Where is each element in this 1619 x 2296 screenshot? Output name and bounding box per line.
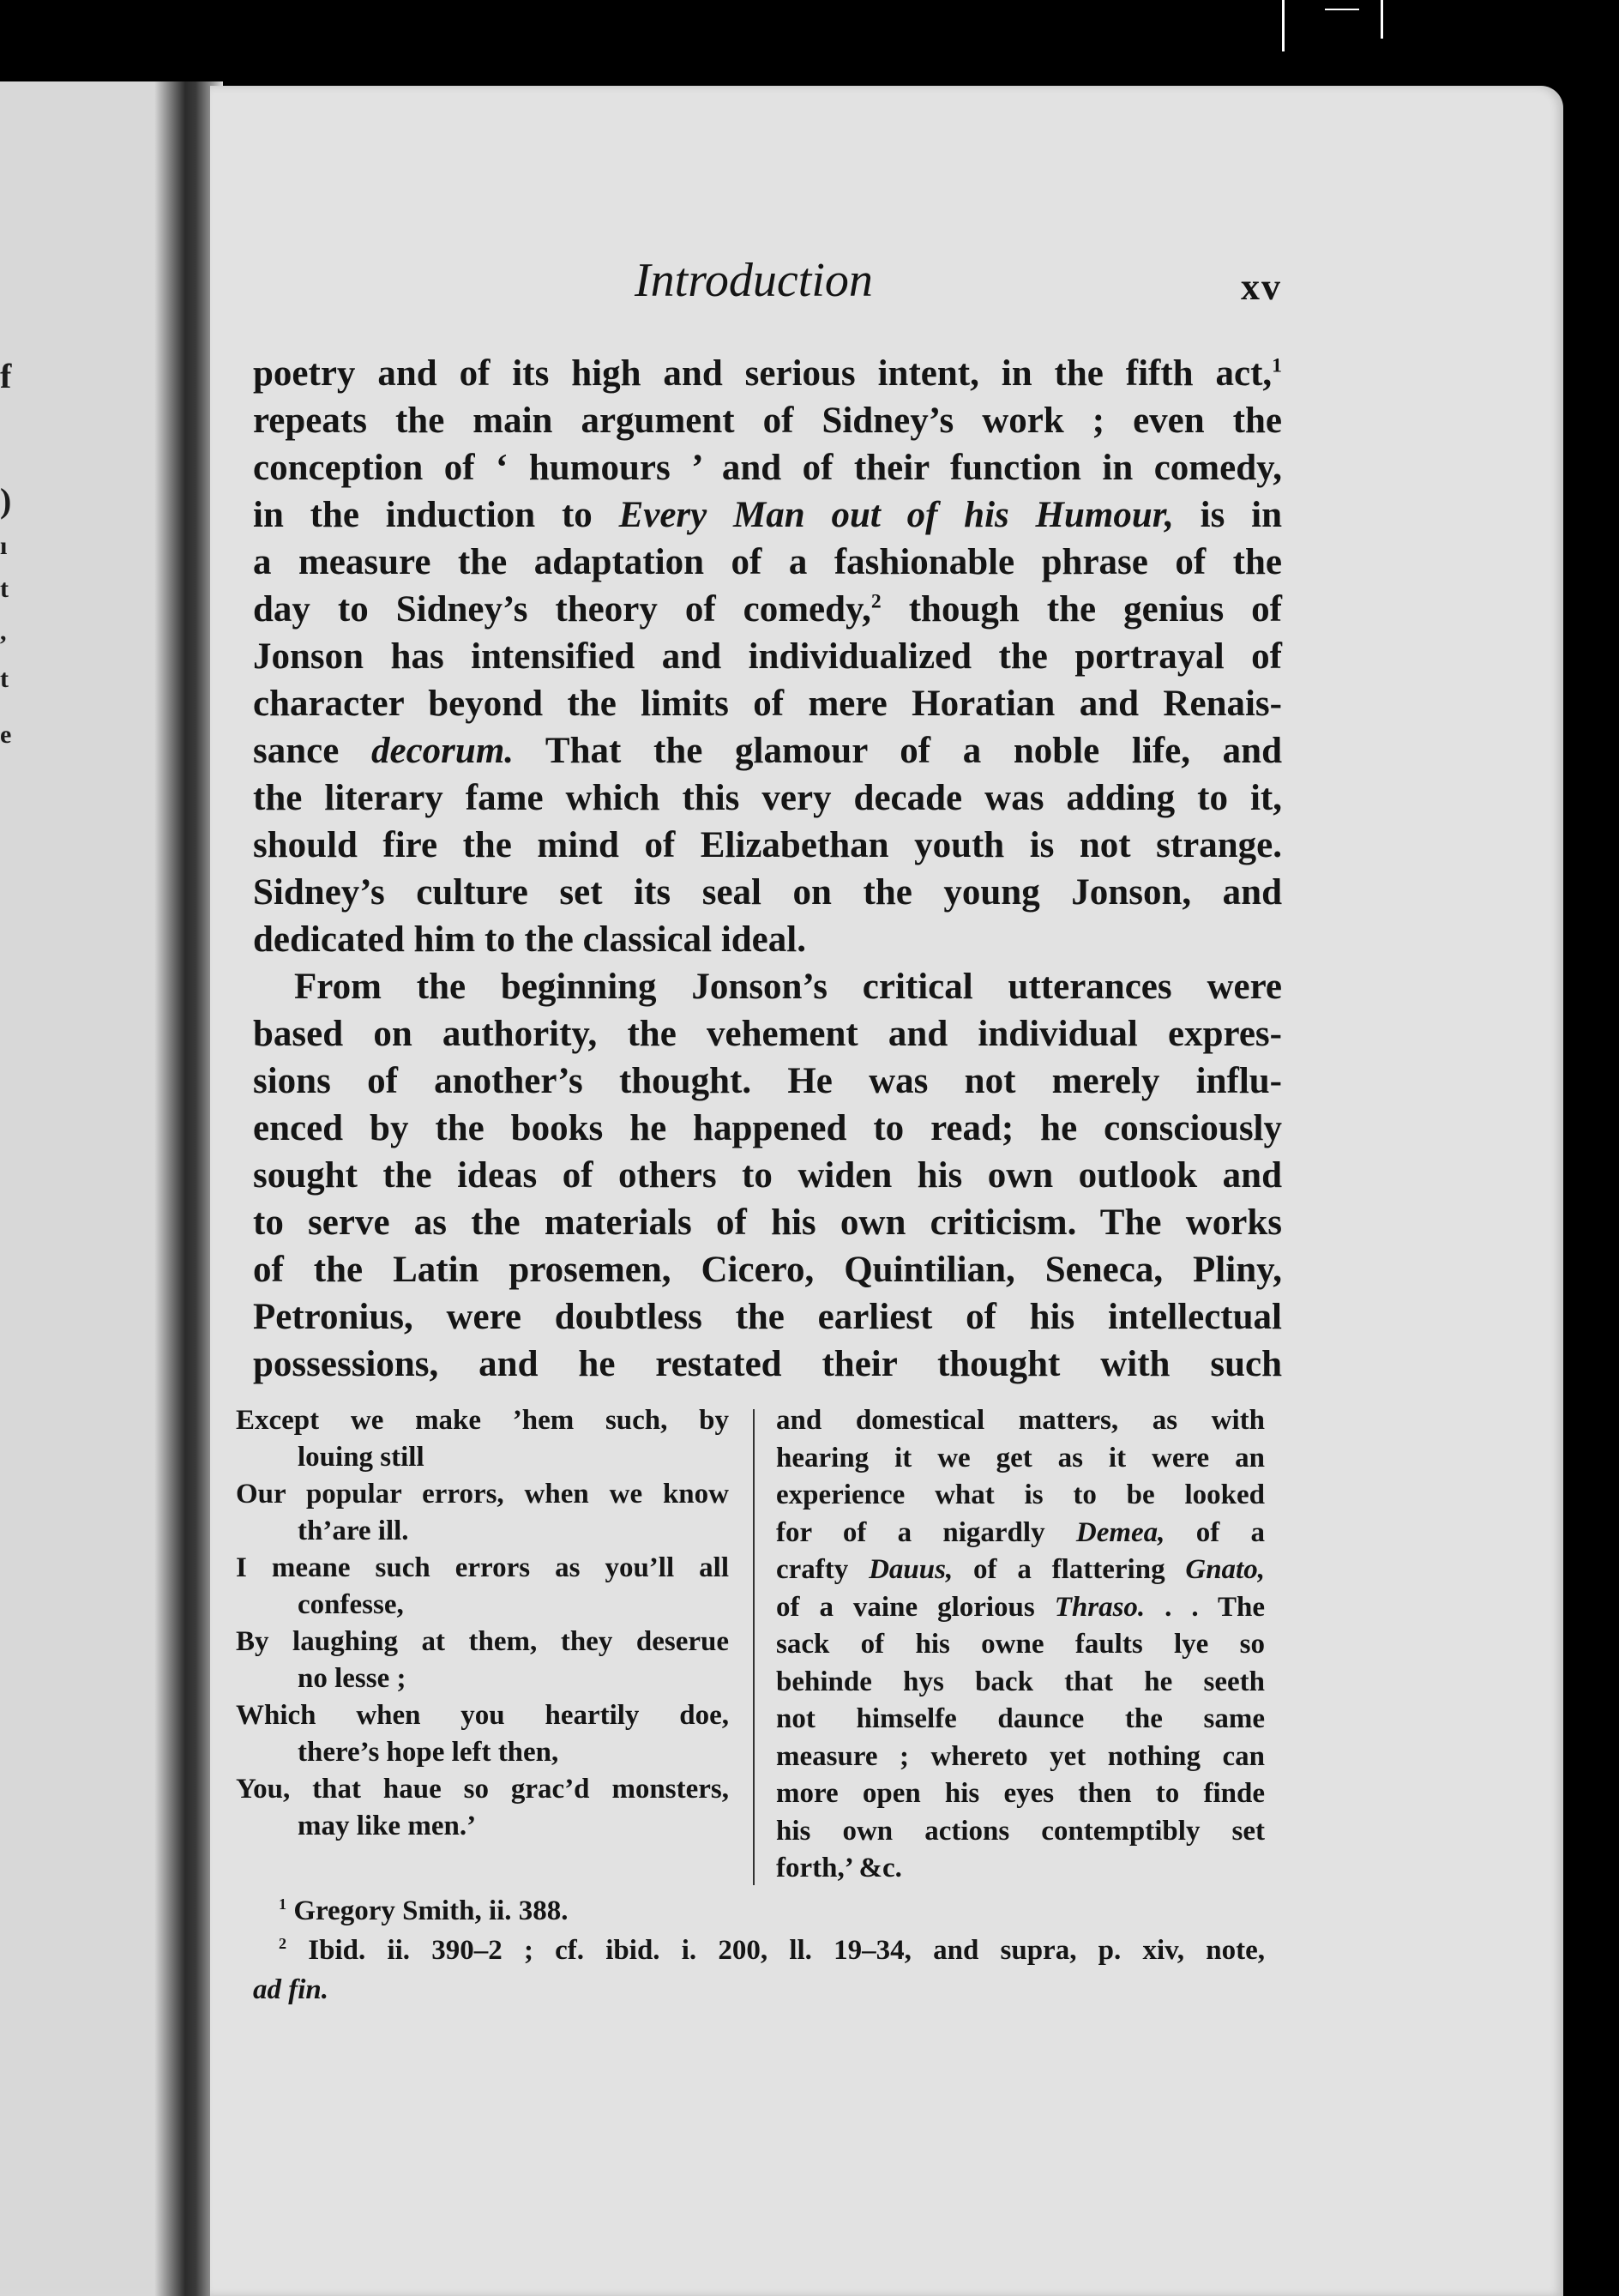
footnote-continuation: ad fin. (253, 1974, 329, 2005)
verse-line: By laughing at them, they deserue (236, 1626, 729, 1657)
left-page-fragment: t (0, 665, 9, 693)
italic-name: Demea, (1075, 1516, 1165, 1548)
verse-line: there’s hope left then, (298, 1737, 559, 1768)
text-line: of the Latin prosemen, Cicero, Quintilian, Seneca, Pliny, (253, 1250, 1282, 1290)
prose-line: experience what is to be looked (776, 1479, 1265, 1510)
footnotes (253, 1891, 1265, 2010)
text-line: the literary fame which this very decade was adding to it, (253, 778, 1282, 818)
footnote: $^2$ Ibid. ii. 390–2 ; cf. ibid. i. 200, ll. 19–34, and supra, p. xiv, note, (279, 1935, 1266, 1966)
prose-line: forth,’ &c. (776, 1853, 902, 1883)
verse-line: I meane such errors as you’ll all (236, 1552, 729, 1583)
prose-line: for of a nigardly Demea, of a (776, 1516, 1265, 1548)
text-line: possessions, and he restated their thought with such (253, 1344, 1282, 1384)
text-line: dedicated him to the classical ideal. (253, 919, 806, 960)
text-line: conception of ‘ humours ’ and of their function in comedy, (253, 448, 1282, 488)
scan-mark (1325, 9, 1359, 10)
text-line: day to Sidney’s theory of comedy,$^2$ though the genius of (253, 589, 1282, 630)
verse-line: th’are ill. (298, 1516, 409, 1546)
prose-line: measure ; whereto yet nothing can (776, 1740, 1265, 1772)
prose-line: crafty Dauus, of a flattering Gnato, (776, 1554, 1265, 1585)
left-page-fragment: t (0, 575, 9, 603)
italic-title: Every Man out of his Humour, (618, 495, 1174, 535)
text-line: character beyond the limits of mere Horatian and Renais- (253, 684, 1282, 724)
running-title: Introduction (635, 254, 873, 307)
left-page-fragment: ) (0, 481, 12, 520)
scan-mark (1282, 0, 1285, 51)
verse-line: Which when you heartily doe, (236, 1700, 729, 1731)
footnote-mark: 2 (279, 1935, 287, 1952)
running-head (0, 253, 1619, 313)
verse-line: may like men.’ (298, 1811, 477, 1841)
text-line: Petronius, were doubtless the earliest of his intellectual (253, 1297, 1282, 1337)
prose-quotation (776, 1402, 1265, 1888)
footnote-ref: 2 (870, 590, 882, 613)
prose-line: and domestical matters, as with (776, 1405, 1265, 1436)
text-line: to serve as the materials of his own criticism. The works (253, 1202, 1282, 1243)
left-page-fragment: ı (0, 532, 8, 560)
left-page-fragment: e (0, 720, 12, 749)
prose-line: hearing it we get as it were an (776, 1442, 1265, 1473)
italic-name: Gnato, (1185, 1554, 1265, 1585)
left-page-fragment: f (0, 357, 12, 395)
prose-line: more open his eyes then to finde (776, 1778, 1265, 1809)
text-line: From the beginning Jonson’s critical utterances were (294, 967, 1282, 1007)
footnote: $^1$ Gregory Smith, ii. 388. (279, 1895, 569, 1926)
verse-line: Except we make ’hem such, by (236, 1405, 729, 1436)
text-line: sought the ideas of others to widen his own outlook and (253, 1155, 1282, 1196)
text-line: sions of another’s thought. He was not merely influ- (253, 1061, 1282, 1101)
text-line: sance decorum. That the glamour of a noble life, and (253, 731, 1282, 771)
left-page-fragment: , (0, 618, 7, 646)
text-line: poetry and of its high and serious intent, in the fifth act,$^1$ (253, 353, 1282, 394)
verse-quotation (236, 1402, 729, 1845)
prose-line: his own actions contemptibly set (776, 1815, 1265, 1847)
prose-line: of a vaine glorious Thraso. . . The (776, 1591, 1265, 1623)
text-line: enced by the books he happened to read; he consciously (253, 1108, 1282, 1148)
scan-mark (1381, 0, 1383, 39)
text-line: a measure the adaptation of a fashionable phrase of the (253, 542, 1282, 582)
verse-line: You, that haue so grac’d monsters, (236, 1774, 729, 1805)
verse-line: Our popular errors, when we know (236, 1479, 729, 1510)
verse-line: louing still (298, 1442, 424, 1473)
italic-name: Dauus, (869, 1554, 954, 1585)
prose-line: behinde hys back that he seeth (776, 1666, 1265, 1697)
verse-line: no lesse ; (298, 1663, 406, 1694)
text-line: should fire the mind of Elizabethan youth is not strange. (253, 825, 1282, 865)
italic-name: Thraso. (1054, 1591, 1146, 1623)
text-line: in the induction to Every Man out of his Humour, is in (253, 495, 1283, 535)
footnote-mark: 1 (279, 1895, 287, 1913)
prose-line: sack of his owne faults lye so (776, 1629, 1265, 1660)
verse-line: confesse, (298, 1589, 404, 1620)
prose-line: not himselfe daunce the same (776, 1703, 1265, 1734)
text-line: repeats the main argument of Sidney’s work ; even the (253, 401, 1282, 441)
column-divider (753, 1409, 755, 1885)
footnote-ref: 1 (1272, 354, 1282, 377)
text-line: based on authority, the vehement and individual expres- (253, 1014, 1282, 1054)
italic-term: decorum. (371, 731, 515, 771)
left-page-edge (0, 81, 176, 2296)
text-line: Jonson has intensified and individualized the portrayal of (253, 636, 1282, 677)
page-number: xv (1241, 266, 1282, 308)
text-line: Sidney’s culture set its seal on the young Jonson, and (253, 872, 1282, 913)
body-paragraphs (253, 350, 1282, 1388)
